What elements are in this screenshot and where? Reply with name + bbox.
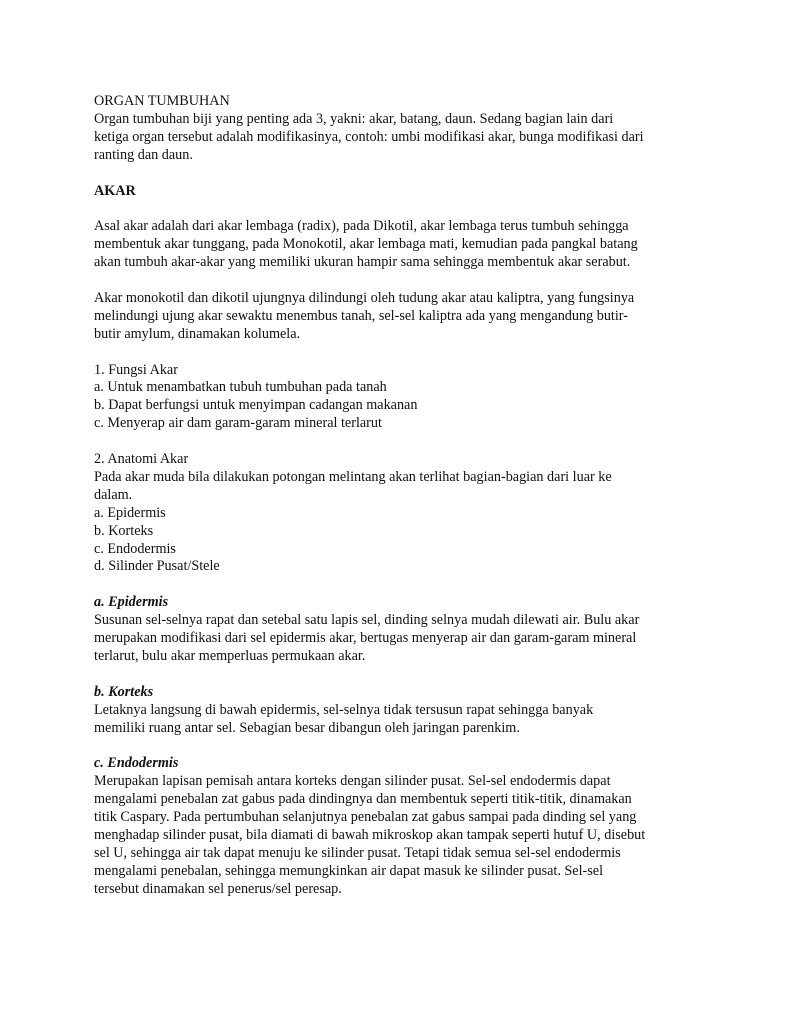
intro-line: ketiga organ tersebut adalah modifikasinya, contoh: umbi modifikasi akar, bunga modifikasi dari (94, 128, 644, 145)
akar-para2-line: melindungi ujung akar sewaktu menembus tanah, sel-sel kaliptra ada yang mengandung butir- (94, 307, 628, 324)
anatomi-item: d. Silinder Pusat/Stele (94, 558, 220, 575)
fungsi-item: a. Untuk menambatkan tubuh tumbuhan pada tanah (94, 379, 387, 396)
paragraph-gap (94, 433, 704, 451)
korteks-line: Letaknya langsung di bawah epidermis, sel-selnya tidak tersusun rapat sehingga banyak (94, 701, 594, 718)
akar-para1-line: akan tumbuh akar-akar yang memiliki ukuran hampir sama sehingga membentuk akar serabut. (94, 254, 631, 271)
akar-para2-line: Akar monokotil dan dikotil ujungnya dilindungi oleh tudung akar atau kaliptra, yang fungsinya (94, 289, 635, 306)
korteks-line: memiliki ruang antar sel. Sebagian besar dibangun oleh jaringan parenkim. (94, 719, 520, 736)
endodermis-line: tersebut dinamakan sel penerus/sel peresap. (94, 880, 342, 897)
endodermis-line: mengalami penebalan, sehingga memungkinkan air dapat masuk ke silinder pusat. Sel-sel (94, 862, 604, 879)
epidermis-line: terlarut, bulu akar memperluas permukaan akar. (94, 648, 366, 664)
document-title: ORGAN TUMBUHAN (94, 93, 230, 109)
endodermis-line: Merupakan lapisan pemisah antara korteks dengan silinder pusat. Sel-sel endodermis dapat (94, 773, 611, 790)
akar-para1-line: Asal akar adalah dari akar lembaga (radix), pada Dikotil, akar lembaga terus tumbuh sehingga (94, 218, 629, 235)
fungsi-item: b. Dapat berfungsi untuk menyimpan cadangan makanan (94, 397, 418, 414)
anatomi-item: c. Endodermis (94, 540, 176, 557)
anatomi-line: dalam. (94, 486, 133, 503)
paragraph-gap (94, 165, 704, 183)
endodermis-line: titik Caspary. Pada pertumbuhan selanjutnya penebalan zat gabus sampai pada dinding sel yang (94, 809, 637, 826)
akar-heading: AKAR (94, 182, 136, 199)
anatomi-line: Pada akar muda bila dilakukan potongan melintang akan terlihat bagian-bagian dari luar ke (94, 468, 612, 485)
endodermis-heading: c. Endodermis (94, 755, 179, 772)
endodermis-line: menghadap silinder pusat, bila diamati di bawah mikroskop akan tampak seperti hutuf U, disebut (94, 827, 646, 844)
fungsi-heading: 1. Fungsi Akar (94, 361, 178, 378)
endodermis-line: sel U, sehingga air tak dapat menuju ke silinder pusat. Tetapi tidak semua sel-sel endodermis (94, 844, 621, 861)
intro-line: ranting dan daun. (94, 146, 193, 163)
document-page (94, 93, 704, 899)
paragraph-gap (94, 344, 704, 362)
intro-line: Organ tumbuhan biji yang penting ada 3, yakni: akar, batang, daun. Sedang bagian lain dari (94, 110, 614, 127)
paragraph-gap (94, 738, 704, 756)
akar-para2-line: butir amylum, dinamakan kolumela. (94, 325, 301, 342)
paragraph-gap (94, 666, 704, 684)
anatomi-item: a. Epidermis (94, 504, 166, 521)
endodermis-line: mengalami penebalan zat gabus pada dindingnya dan membentuk seperti titik-titik, dinamakan (94, 791, 632, 808)
fungsi-item: c. Menyerap air dam garam-garam mineral terlarut (94, 415, 382, 432)
paragraph-gap (94, 272, 704, 290)
epidermis-line: merupakan modifikasi dari sel epidermis akar, bertugas menyerap air dan garam-garam mineral (94, 630, 637, 647)
akar-para1-line: membentuk akar tunggang, pada Monokotil, akar lembaga mati, kemudian pada pangkal batang (94, 236, 638, 253)
anatomi-heading: 2. Anatomi Akar (94, 451, 189, 468)
epidermis-heading: a. Epidermis (94, 594, 169, 611)
paragraph-gap (94, 576, 704, 594)
korteks-heading: b. Korteks (94, 683, 154, 700)
anatomi-item: b. Korteks (94, 522, 154, 539)
epidermis-line: Susunan sel-selnya rapat dan setebal satu lapis sel, dinding selnya mudah dilewati air. Bulu akar (94, 612, 640, 629)
paragraph-gap (94, 200, 704, 218)
